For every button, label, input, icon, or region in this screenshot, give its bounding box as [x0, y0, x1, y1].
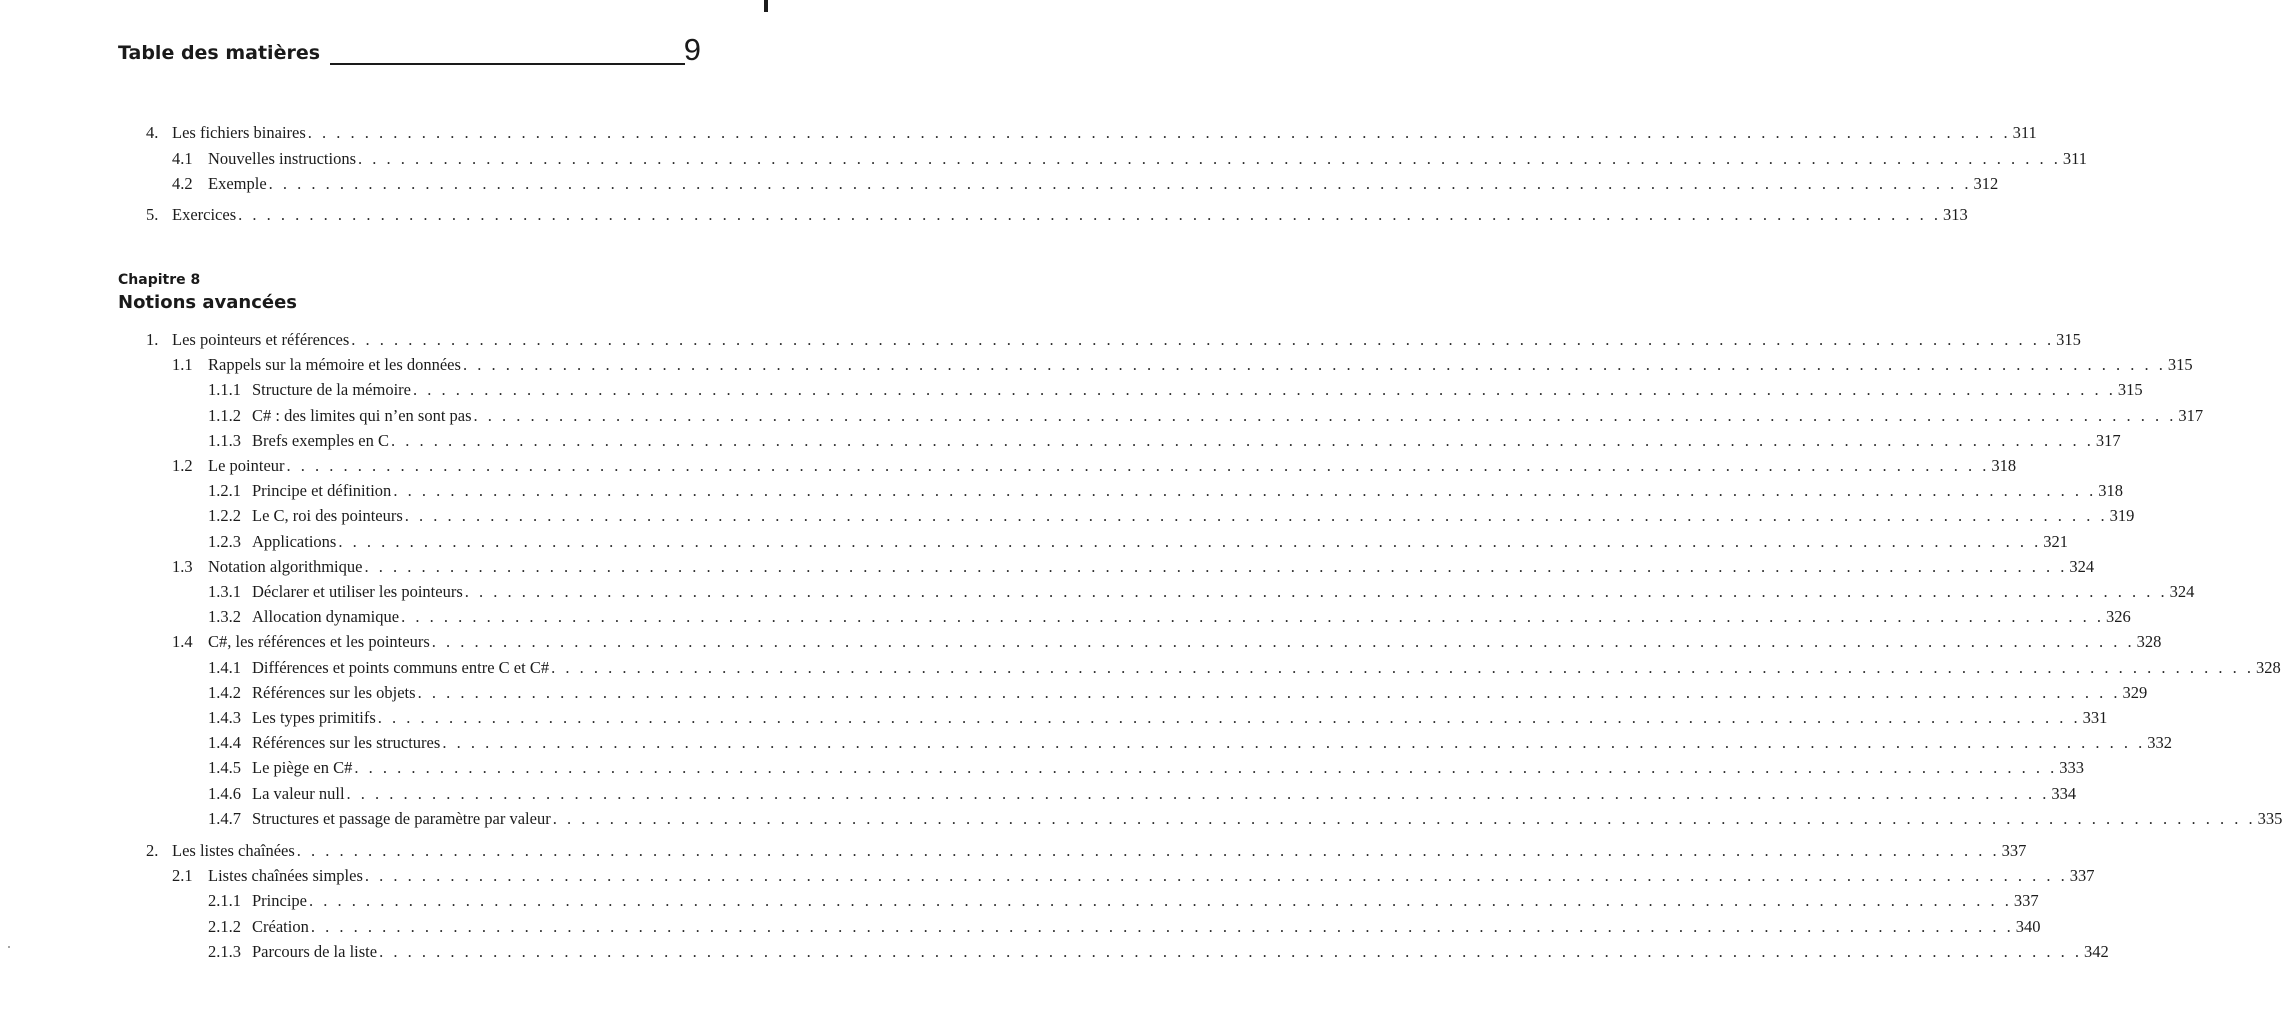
toc-entry-number: 1.3.2	[208, 607, 241, 627]
toc-entry-page: 318	[1991, 456, 2017, 475]
toc-entry-number: 1.1.2	[208, 405, 241, 425]
toc-entry	[0, 531, 2068, 553]
toc-entry-title: Structure de la mémoire	[252, 380, 411, 400]
toc-entry	[0, 890, 2039, 912]
toc-entry-number: 1.3.1	[208, 582, 241, 601]
toc-entry-number: 1.2.2	[208, 506, 241, 526]
dot-leader: . . . . . . . . . . . . . . . . . . . . . . . . . . . . . . . . . . . . . . . . . . . . . . . . . . . . . . . . . . . . . . . . . . . . . . . . . . . . . . . . . . . . . . . . . . . . . . . . . . . . . . . . . . . . . . . . . . . . . . . .	[338, 531, 2042, 551]
toc-entry	[0, 329, 2081, 351]
toc-leader-row	[252, 916, 2041, 938]
toc-leader-row	[208, 354, 2193, 376]
toc-entry-number: 2.	[146, 841, 159, 860]
page-header	[118, 34, 701, 74]
toc-entry-title: Rappels sur la mémoire et les données	[208, 355, 461, 375]
toc-leader-row	[172, 840, 2027, 862]
toc-leader-row	[252, 707, 2108, 729]
toc-entry-number: 1.4.2	[208, 682, 241, 702]
dot-leader: . . . . . . . . . . . . . . . . . . . . . . . . . . . . . . . . . . . . . . . . . . . . . . . . . . . . . . . . . . . . . . . . . . . . . . . . . . . . . . . . . . . . . . . . . . . . . . . . . . . . . . . . . . . . . . . . . . . . . . . .	[364, 866, 2068, 886]
toc-leader-row	[208, 173, 1999, 195]
toc-entry-page: 334	[2051, 783, 2077, 803]
toc-entry-number: 1.4.5	[208, 758, 241, 778]
toc-entry-title: Brefs exemples en C	[252, 430, 390, 450]
scan-speck	[8, 946, 10, 948]
toc-entry-number: 4.	[146, 123, 159, 142]
toc-entry	[0, 732, 2172, 754]
toc-entry-title: Exemple	[208, 174, 267, 193]
toc-entry-title: Déclarer et utiliser les pointeurs	[252, 582, 463, 601]
toc-entry	[0, 505, 2135, 527]
toc-leader-row	[252, 890, 2039, 912]
toc-entry-page: 337	[2069, 866, 2095, 886]
running-title: Table des matières	[118, 42, 321, 64]
chapter-title: Notions avancées	[118, 292, 298, 313]
dot-leader: . . . . . . . . . . . . . . . . . . . . . . . . . . . . . . . . . . . . . . . . . . . . . . . . . . . . . . . . . . . . . . . . . . . . . . . . . . . . . . . . . . . . . . . . . . . . . . . . . . . . . . . . . . . . . . . . . . . . . . . .	[307, 123, 2011, 142]
toc-entry-number: 1.1	[172, 355, 193, 375]
toc-leader-row	[252, 682, 2148, 704]
toc-entry-title: Les types primitifs	[252, 708, 376, 727]
toc-entry-page: 324	[2169, 582, 2195, 601]
dot-leader: . . . . . . . . . . . . . . . . . . . . . . . . . . . . . . . . . . . . . . . . . . . . . . . . . . . . . . . . . . . . . . . . . . . . . . . . . . . . . . . . . . . . . . . . . . . . . . . . . . . . . . . . . . . . . . . . . . . . . . . .	[404, 506, 2108, 526]
dot-leader: . . . . . . . . . . . . . . . . . . . . . . . . . . . . . . . . . . . . . . . . . . . . . . . . . . . . . . . . . . . . . . . . . . . . . . . . . . . . . . . . . . . . . . . . . . . . . . . . . . . . . . . . . . . . . . . . . . . . . . . .	[238, 205, 1941, 224]
dot-leader: . . . . . . . . . . . . . . . . . . . . . . . . . . . . . . . . . . . . . . . . . . . . . . . . . . . . . . . . . . . . . . . . . . . . . . . . . . . . . . . . . . . . . . . . . . . . . . . . . . . . . . . . . . . . . . . . . . . . . . . .	[286, 456, 1990, 475]
dot-leader: . . . . . . . . . . . . . . . . . . . . . . . . . . . . . . . . . . . . . . . . . . . . . . . . . . . . . . . . . . . . . . . . . . . . . . . . . . . . . . . . . . . . . . . . . . . . . . . . . . . . . . . . . . . . . . . . . . . . . . . .	[551, 657, 2254, 677]
toc-entry-number: 1.4.7	[208, 808, 241, 828]
corner-mark	[764, 0, 768, 12]
toc-entry	[0, 480, 2123, 502]
toc-entry-number: 2.1.1	[208, 891, 241, 911]
toc-entry-page: 337	[2001, 841, 2027, 860]
toc-entry-title: Le piège en C#	[252, 758, 353, 778]
toc-leader-row	[252, 606, 2131, 628]
page-number: 9	[683, 32, 701, 67]
toc-entry-title: Création	[252, 916, 309, 936]
toc-entry-page: 315	[2117, 380, 2143, 400]
toc-entry-page: 321	[2043, 531, 2068, 551]
dot-leader: . . . . . . . . . . . . . . . . . . . . . . . . . . . . . . . . . . . . . . . . . . . . . . . . . . . . . . . . . . . . . . . . . . . . . . . . . . . . . . . . . . . . . . . . . . . . . . . . . . . . . . . . . . . . . . . . . . . . . . . .	[473, 405, 2177, 425]
toc-entry-title: Principe	[252, 891, 307, 911]
toc-entry	[0, 707, 2108, 729]
toc-entry	[0, 916, 2041, 938]
dot-leader: . . . . . . . . . . . . . . . . . . . . . . . . . . . . . . . . . . . . . . . . . . . . . . . . . . . . . . . . . . . . . . . . . . . . . . . . . . . . . . . . . . . . . . . . . . . . . . . . . . . . . . . . . . . . . . . . . . . . . . . .	[354, 758, 2058, 778]
toc-entry-page: 332	[2147, 733, 2172, 753]
toc-entry-number: 5.	[146, 205, 159, 224]
dot-leader: . . . . . . . . . . . . . . . . . . . . . . . . . . . . . . . . . . . . . . . . . . . . . . . . . . . . . . . . . . . . . . . . . . . . . . . . . . . . . . . . . . . . . . . . . . . . . . . . . . . . . . . . . . . . . . . . . . . . . . . .	[351, 330, 2055, 349]
toc-leader-row	[208, 148, 2088, 170]
dot-leader: . . . . . . . . . . . . . . . . . . . . . . . . . . . . . . . . . . . . . . . . . . . . . . . . . . . . . . . . . . . . . . . . . . . . . . . . . . . . . . . . . . . . . . . . . . . . . . . . . . . . . . . . . . . . . . . . . . . . . . . .	[364, 556, 2068, 576]
toc-entry-page: 324	[2069, 556, 2095, 576]
dot-leader: . . . . . . . . . . . . . . . . . . . . . . . . . . . . . . . . . . . . . . . . . . . . . . . . . . . . . . . . . . . . . . . . . . . . . . . . . . . . . . . . . . . . . . . . . . . . . . . . . . . . . . . . . . . . . . . . . . . . . . . .	[464, 582, 2168, 601]
toc-entry-title: Applications	[252, 531, 337, 551]
toc-entry-number: 1.4.3	[208, 708, 241, 727]
toc-leader-row	[252, 732, 2172, 754]
toc-entry-page: 317	[2178, 405, 2204, 425]
toc-entry-title: Références sur les objets	[252, 682, 416, 702]
toc-entry-page: 319	[2109, 506, 2135, 526]
dot-leader: . . . . . . . . . . . . . . . . . . . . . . . . . . . . . . . . . . . . . . . . . . . . . . . . . . . . . . . . . . . . . . . . . . . . . . . . . . . . . . . . . . . . . . . . . . . . . . . . . . . . . . . . . . . . . . . . . . . . . . . .	[379, 941, 2082, 961]
toc-entry-page: 315	[2056, 330, 2081, 349]
toc-entry-page: 340	[2015, 916, 2041, 936]
toc-entry-number: 1.4.1	[208, 657, 241, 677]
toc-entry-title: Différences et points communs entre C et C#	[252, 657, 550, 677]
dot-leader: . . . . . . . . . . . . . . . . . . . . . . . . . . . . . . . . . . . . . . . . . . . . . . . . . . . . . . . . . . . . . . . . . . . . . . . . . . . . . . . . . . . . . . . . . . . . . . . . . . . . . . . . . . . . . . . . . . . . . . . .	[393, 481, 2097, 501]
toc-entry	[0, 865, 2095, 887]
toc-entry-number: 1.1.1	[208, 380, 241, 400]
toc-leader-row	[208, 631, 2162, 653]
toc-leader-row	[252, 757, 2084, 779]
toc-entry	[0, 405, 2204, 427]
toc-entry	[0, 606, 2131, 628]
toc-entry-title: Listes chaînées simples	[208, 866, 363, 886]
toc-entry	[0, 808, 2282, 830]
toc-entry-page: 328	[2136, 632, 2162, 652]
toc-entry-number: 2.1.3	[208, 941, 241, 961]
toc-entry	[0, 122, 2037, 144]
toc-entry	[0, 941, 2109, 963]
toc-leader-row	[252, 581, 2195, 603]
toc-entry-title: C# : des limites qui n’en sont pas	[252, 405, 472, 425]
toc-entry-title: Les pointeurs et références	[172, 330, 350, 349]
toc-entry-title: Allocation dynamique	[252, 607, 400, 627]
toc-leader-row	[252, 505, 2135, 527]
toc-entry	[0, 783, 2077, 805]
toc-leader-row	[252, 379, 2143, 401]
toc-entry-page: 335	[2257, 808, 2282, 828]
dot-leader: . . . . . . . . . . . . . . . . . . . . . . . . . . . . . . . . . . . . . . . . . . . . . . . . . . . . . . . . . . . . . . . . . . . . . . . . . . . . . . . . . . . . . . . . . . . . . . . . . . . . . . . . . . . . . . . . . . . . . . . .	[391, 430, 2094, 450]
toc-entry-page: 326	[2105, 607, 2131, 627]
toc-entry-title: C#, les références et les pointeurs	[208, 632, 430, 652]
dot-leader: . . . . . . . . . . . . . . . . . . . . . . . . . . . . . . . . . . . . . . . . . . . . . . . . . . . . . . . . . . . . . . . . . . . . . . . . . . . . . . . . . . . . . . . . . . . . . . . . . . . . . . . . . . . . . . . . . . . . . . . .	[431, 632, 2135, 652]
toc-entry-page: 311	[2012, 123, 2037, 142]
dot-leader: . . . . . . . . . . . . . . . . . . . . . . . . . . . . . . . . . . . . . . . . . . . . . . . . . . . . . . . . . . . . . . . . . . . . . . . . . . . . . . . . . . . . . . . . . . . . . . . . . . . . . . . . . . . . . . . . . . . . . . . .	[401, 607, 2104, 627]
toc-leader-row	[252, 657, 2281, 679]
toc-leader-row	[252, 808, 2282, 830]
toc-entry	[0, 757, 2084, 779]
toc-entry-number: 1.4.4	[208, 733, 241, 753]
dot-leader: . . . . . . . . . . . . . . . . . . . . . . . . . . . . . . . . . . . . . . . . . . . . . . . . . . . . . . . . . . . . . . . . . . . . . . . . . . . . . . . . . . . . . . . . . . . . . . . . . . . . . . . . . . . . . . . . . . . . . . . .	[346, 783, 2050, 803]
toc-leader-row	[208, 556, 2095, 578]
toc-entry-title: Exercices	[172, 205, 237, 224]
toc-leader-row	[252, 480, 2123, 502]
dot-leader: . . . . . . . . . . . . . . . . . . . . . . . . . . . . . . . . . . . . . . . . . . . . . . . . . . . . . . . . . . . . . . . . . . . . . . . . . . . . . . . . . . . . . . . . . . . . . . . . . . . . . . . . . . . . . . . . . . . . . . . .	[412, 380, 2116, 400]
toc-entry-number: 1.3	[172, 556, 193, 576]
toc-entry-page: 312	[1973, 174, 1999, 193]
toc-entry-title: Le pointeur	[208, 456, 285, 475]
toc-entry	[0, 631, 2162, 653]
toc-entry-page: 318	[2098, 481, 2123, 501]
toc-entry-page: 311	[2062, 149, 2088, 168]
toc-leader-row	[172, 204, 1968, 226]
chapter-label: Chapitre 8	[118, 272, 201, 288]
toc-leader-row	[252, 405, 2204, 427]
dot-leader: . . . . . . . . . . . . . . . . . . . . . . . . . . . . . . . . . . . . . . . . . . . . . . . . . . . . . . . . . . . . . . . . . . . . . . . . . . . . . . . . . . . . . . . . . . . . . . . . . . . . . . . . . . . . . . . . . . . . . . . .	[442, 733, 2146, 753]
toc-entry-number: 4.2	[172, 174, 193, 193]
toc-entry-title: Nouvelles instructions	[208, 149, 357, 168]
toc-leader-row	[208, 865, 2095, 887]
toc-entry-page: 317	[2095, 430, 2121, 450]
toc-leader-row	[172, 329, 2081, 351]
toc-entry-title: Structures et passage de paramètre par valeur	[252, 808, 551, 828]
toc-entry-title: Références sur les structures	[252, 733, 441, 753]
toc-entry-page: 329	[2122, 682, 2148, 702]
toc-leader-row	[172, 122, 2037, 144]
toc-entry-number: 4.1	[172, 149, 193, 168]
dot-leader: . . . . . . . . . . . . . . . . . . . . . . . . . . . . . . . . . . . . . . . . . . . . . . . . . . . . . . . . . . . . . . . . . . . . . . . . . . . . . . . . . . . . . . . . . . . . . . . . . . . . . . . . . . . . . . . . . . . . . . . .	[462, 355, 2166, 375]
toc-entry-number: 1.4.6	[208, 783, 241, 803]
toc-entry-number: 1.2.3	[208, 531, 241, 551]
dot-leader: . . . . . . . . . . . . . . . . . . . . . . . . . . . . . . . . . . . . . . . . . . . . . . . . . . . . . . . . . . . . . . . . . . . . . . . . . . . . . . . . . . . . . . . . . . . . . . . . . . . . . . . . . . . . . . . . . . . . . . . .	[310, 916, 2014, 936]
toc-entry	[0, 354, 2193, 376]
toc-entry-number: 1.2	[172, 456, 193, 475]
dot-leader: . . . . . . . . . . . . . . . . . . . . . . . . . . . . . . . . . . . . . . . . . . . . . . . . . . . . . . . . . . . . . . . . . . . . . . . . . . . . . . . . . . . . . . . . . . . . . . . . . . . . . . . . . . . . . . . . . . . . . . . .	[417, 682, 2121, 702]
toc-entry	[0, 556, 2095, 578]
dot-leader: . . . . . . . . . . . . . . . . . . . . . . . . . . . . . . . . . . . . . . . . . . . . . . . . . . . . . . . . . . . . . . . . . . . . . . . . . . . . . . . . . . . . . . . . . . . . . . . . . . . . . . . . . . . . . . . . . . . . . . . .	[377, 708, 2081, 727]
dot-leader: . . . . . . . . . . . . . . . . . . . . . . . . . . . . . . . . . . . . . . . . . . . . . . . . . . . . . . . . . . . . . . . . . . . . . . . . . . . . . . . . . . . . . . . . . . . . . . . . . . . . . . . . . . . . . . . . . . . . . . . .	[296, 841, 2000, 860]
toc-entry	[0, 581, 2195, 603]
toc-entry	[0, 840, 2027, 862]
toc-entry	[0, 148, 2088, 170]
toc-leader-row	[252, 430, 2121, 452]
toc-entry	[0, 682, 2148, 704]
toc-leader-row	[252, 531, 2068, 553]
dot-leader: . . . . . . . . . . . . . . . . . . . . . . . . . . . . . . . . . . . . . . . . . . . . . . . . . . . . . . . . . . . . . . . . . . . . . . . . . . . . . . . . . . . . . . . . . . . . . . . . . . . . . . . . . . . . . . . . . . . . . . . .	[268, 174, 1972, 193]
toc-entry	[0, 455, 2017, 477]
toc-entry-number: 2.1.2	[208, 916, 241, 936]
toc-entry-page: 333	[2059, 758, 2084, 778]
dot-leader: . . . . . . . . . . . . . . . . . . . . . . . . . . . . . . . . . . . . . . . . . . . . . . . . . . . . . . . . . . . . . . . . . . . . . . . . . . . . . . . . . . . . . . . . . . . . . . . . . . . . . . . . . . . . . . . . . . . . . . . .	[309, 891, 2012, 911]
toc-entry-title: Principe et définition	[252, 481, 392, 501]
toc-entry-page: 337	[2013, 891, 2039, 911]
toc-entry-title: La valeur null	[252, 783, 345, 803]
dot-leader: . . . . . . . . . . . . . . . . . . . . . . . . . . . . . . . . . . . . . . . . . . . . . . . . . . . . . . . . . . . . . . . . . . . . . . . . . . . . . . . . . . . . . . . . . . . . . . . . . . . . . . . . . . . . . . . . . . . . . . . .	[358, 149, 2061, 168]
toc-entry	[0, 204, 1968, 226]
toc-leader-row	[252, 941, 2109, 963]
toc-entry	[0, 379, 2143, 401]
toc-entry-title: Parcours de la liste	[252, 941, 378, 961]
toc-entry-title: Le C, roi des pointeurs	[252, 506, 403, 526]
toc-entry-page: 331	[2082, 708, 2108, 727]
toc-entry-title: Notation algorithmique	[208, 556, 363, 576]
toc-entry-title: Les fichiers binaires	[172, 123, 306, 142]
toc-entry-number: 1.1.3	[208, 430, 241, 450]
toc-entry-number: 1.	[146, 330, 159, 349]
toc-entry-page: 315	[2167, 355, 2193, 375]
toc-entry-title: Les listes chaînées	[172, 841, 295, 860]
toc-entry	[0, 173, 1999, 195]
toc-entry-page: 313	[1943, 205, 1968, 224]
dot-leader: . . . . . . . . . . . . . . . . . . . . . . . . . . . . . . . . . . . . . . . . . . . . . . . . . . . . . . . . . . . . . . . . . . . . . . . . . . . . . . . . . . . . . . . . . . . . . . . . . . . . . . . . . . . . . . . . . . . . . . . .	[552, 808, 2256, 828]
toc-leader-row	[208, 455, 2017, 477]
toc-entry-page: 342	[2083, 941, 2109, 961]
toc-entry-number: 1.2.1	[208, 481, 241, 501]
toc-entry-number: 1.4	[172, 632, 193, 652]
header-rule	[330, 63, 685, 65]
toc-leader-row	[252, 783, 2077, 805]
toc-entry	[0, 657, 2281, 679]
toc-entry-page: 328	[2255, 657, 2281, 677]
toc-entry-number: 2.1	[172, 866, 193, 886]
toc-entry	[0, 430, 2121, 452]
